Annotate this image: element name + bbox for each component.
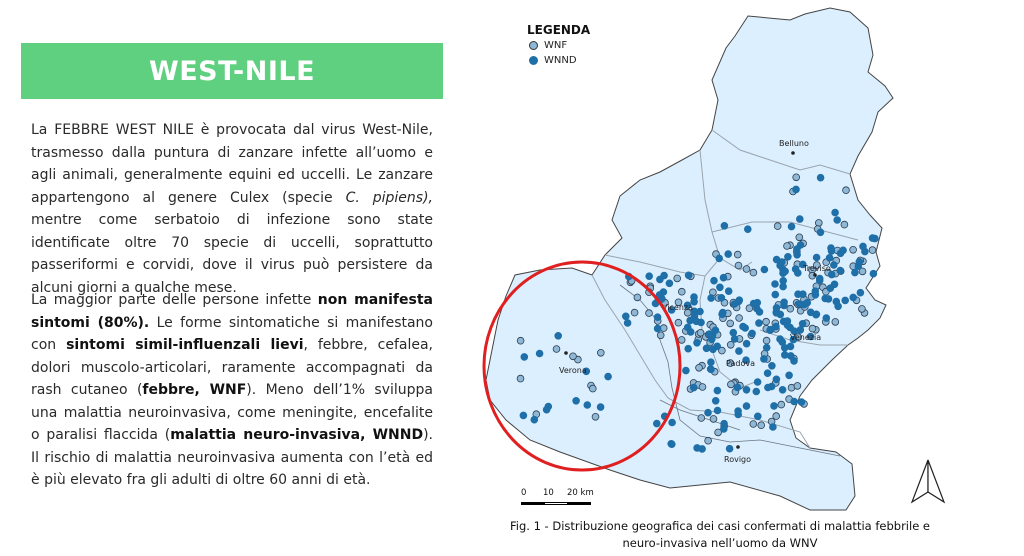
wnnd-case-dot xyxy=(719,311,726,318)
wnf-case-dot xyxy=(705,437,712,444)
wnnd-case-dot xyxy=(735,298,742,305)
wnnd-case-dot xyxy=(823,315,830,322)
wnf-case-dot xyxy=(784,243,791,250)
belluno-label: Belluno xyxy=(779,139,809,148)
wnf-case-dot xyxy=(517,337,524,344)
wnnd-case-dot xyxy=(749,330,756,337)
wnf-case-dot xyxy=(809,325,816,332)
wnnd-case-dot xyxy=(743,340,750,347)
wnnd-case-dot xyxy=(725,251,732,258)
wnnd-case-dot xyxy=(744,226,751,233)
p2-bold-a: non manifesta sintomi (80%). xyxy=(31,292,433,331)
belluno-marker xyxy=(791,151,795,155)
wnnd-case-dot xyxy=(812,291,819,298)
wnf-case-dot xyxy=(697,329,704,336)
wnnd-case-dot xyxy=(718,294,725,301)
wnnd-case-dot xyxy=(714,387,721,394)
wnnd-case-dot xyxy=(712,397,719,404)
wnf-case-dot xyxy=(743,266,750,273)
wnnd-case-dot xyxy=(654,314,661,321)
wnf-case-dot xyxy=(758,422,765,429)
wnnd-case-dot xyxy=(813,311,820,318)
rovigo-marker xyxy=(736,445,740,449)
wnf-case-dot xyxy=(850,246,857,253)
wnnd-case-dot xyxy=(825,296,832,303)
wnnd-case-dot xyxy=(646,273,653,280)
scale-graphic xyxy=(521,502,591,505)
p2-text-b: Le forme sintomatiche si manifestano con xyxy=(31,314,433,353)
wnnd-case-dot xyxy=(826,254,833,261)
wnnd-case-dot xyxy=(654,325,661,332)
p2-bold-d: malattia neuro-invasiva, WNND xyxy=(170,427,424,443)
wnnd-case-dot xyxy=(786,372,793,379)
wnf-case-dot xyxy=(735,262,742,269)
wnnd-case-dot xyxy=(817,174,824,181)
wnf-case-dot xyxy=(787,305,794,312)
wnnd-case-dot xyxy=(834,217,841,224)
scale-tick-10: 10 xyxy=(543,488,554,498)
wnnd-case-dot xyxy=(835,303,842,310)
wnf-case-dot xyxy=(698,415,705,422)
wnnd-case-dot xyxy=(708,359,715,366)
wnnd-case-dot xyxy=(712,327,719,334)
wnf-case-dot xyxy=(678,337,685,344)
wnnd-case-dot xyxy=(669,419,676,426)
p1-text-b: mentre come serbatoio di infezione sono state identificate oltre 70 specie di uccelli, soprattutto passeriformi e corvidi, dove il virus può persistere da alcuni giorni a qualche mese. xyxy=(31,212,433,296)
wnnd-case-dot xyxy=(768,326,775,333)
wnnd-case-dot xyxy=(703,345,710,352)
wnnd-case-dot xyxy=(804,299,811,306)
wnnd-case-dot xyxy=(794,270,801,277)
wnnd-case-dot xyxy=(705,409,712,416)
wnf-case-dot xyxy=(674,275,681,282)
wnnd-case-dot xyxy=(761,266,768,273)
treviso-marker xyxy=(813,273,817,277)
wnnd-case-dot xyxy=(765,384,772,391)
wnnd-case-dot xyxy=(694,339,701,346)
wnnd-case-dot xyxy=(687,329,694,336)
wnf-case-dot xyxy=(859,306,866,313)
wnf-case-dot xyxy=(553,346,560,353)
legend-label-wnf: WNF xyxy=(544,40,568,51)
wnf-case-dot xyxy=(727,341,734,348)
wnnd-case-dot xyxy=(666,280,673,287)
wnf-case-dot xyxy=(815,220,822,227)
wnnd-case-dot xyxy=(756,309,763,316)
p2-bold-c: febbre, WNF xyxy=(142,382,247,398)
wnnd-case-dot xyxy=(657,276,664,283)
wnf-case-dot xyxy=(774,223,781,230)
wnnd-case-dot xyxy=(816,277,823,284)
wnnd-case-dot xyxy=(685,345,692,352)
wnnd-case-dot xyxy=(730,329,737,336)
wnnd-case-dot xyxy=(797,242,804,249)
wnnd-case-dot xyxy=(830,262,837,269)
wnnd-case-dot xyxy=(813,254,820,261)
wnnd-case-dot xyxy=(788,223,795,230)
wnnd-case-dot xyxy=(743,386,750,393)
legend-item-wnf xyxy=(529,40,567,51)
wnf-case-dot xyxy=(631,309,638,316)
wnnd-case-dot xyxy=(856,258,863,265)
wnnd-case-dot xyxy=(869,235,876,242)
wnnd-case-dot xyxy=(693,318,700,325)
scale-tick-20: 20 km xyxy=(567,488,594,498)
wnnd-case-dot xyxy=(778,259,785,266)
wnnd-case-dot xyxy=(531,416,538,423)
wnnd-case-dot xyxy=(799,320,806,327)
p1-species: C. pipiens), xyxy=(345,189,434,206)
wnnd-case-dot xyxy=(817,229,824,236)
wnnd-case-dot xyxy=(837,267,844,274)
wnnd-case-dot xyxy=(521,354,528,361)
wnnd-case-dot xyxy=(779,386,786,393)
wnnd-case-dot xyxy=(683,367,690,374)
wnnd-case-dot xyxy=(694,445,701,452)
wnnd-case-dot xyxy=(726,445,733,452)
verona-label: Verona xyxy=(559,366,587,375)
wnnd-case-dot xyxy=(725,288,732,295)
p2-text-d: ). Meno dell’1% sviluppa una malattia neuroinvasiva, come meningite, encefalite o paralisi flaccida ( xyxy=(31,382,433,443)
wnf-case-dot xyxy=(728,381,735,388)
wnnd-case-dot xyxy=(605,373,612,380)
wnnd-case-dot xyxy=(597,404,604,411)
wnnd-case-dot xyxy=(536,350,543,357)
description-paragraph xyxy=(31,119,433,299)
wnnd-case-dot xyxy=(828,248,835,255)
wnf-case-dot xyxy=(796,234,803,241)
wnf-case-dot xyxy=(646,310,653,317)
wnnd-case-dot xyxy=(777,336,784,343)
wnf-case-dot xyxy=(517,375,524,382)
wnnd-case-dot xyxy=(754,379,761,386)
wnnd-case-dot xyxy=(780,283,787,290)
wnnd-case-dot xyxy=(781,299,788,306)
wnf-case-dot xyxy=(657,332,664,339)
wnf-case-dot xyxy=(589,385,596,392)
wnnd-case-dot xyxy=(735,411,742,418)
wnnd-case-dot xyxy=(787,353,794,360)
wnnd-case-dot xyxy=(784,318,791,325)
wnnd-case-dot xyxy=(852,269,859,276)
wnf-case-dot xyxy=(699,384,706,391)
wnf-symbol xyxy=(529,41,538,50)
wnf-case-dot xyxy=(778,401,785,408)
wnnd-case-dot xyxy=(832,209,839,216)
north-arrow-icon xyxy=(912,460,944,502)
wnnd-case-dot xyxy=(740,323,747,330)
legend-item-wnnd xyxy=(529,55,577,66)
wnnd-case-dot xyxy=(555,332,562,339)
verona-marker xyxy=(564,351,568,355)
scale-tick-0: 0 xyxy=(521,488,527,498)
wnnd-case-dot xyxy=(794,251,801,258)
wnf-case-dot xyxy=(634,294,641,301)
wnf-case-dot xyxy=(696,364,703,371)
wnf-case-dot xyxy=(843,187,850,194)
wnf-case-dot xyxy=(597,349,604,356)
wnnd-case-dot xyxy=(870,270,877,277)
wnnd-case-dot xyxy=(777,311,784,318)
wnnd-case-dot xyxy=(753,388,760,395)
wnnd-case-dot xyxy=(708,295,715,302)
wnf-case-dot xyxy=(727,320,734,327)
wnnd-case-dot xyxy=(769,362,776,369)
wnnd-case-dot xyxy=(750,300,757,307)
legend-title: LEGENDA xyxy=(527,23,591,37)
wnnd-case-dot xyxy=(787,343,794,350)
wnf-case-dot xyxy=(763,318,770,325)
wnf-case-dot xyxy=(570,353,577,360)
symptoms-paragraph xyxy=(31,289,433,492)
wnf-case-dot xyxy=(750,269,757,276)
wnnd-case-dot xyxy=(793,186,800,193)
wnf-case-dot xyxy=(710,416,717,423)
wnnd-case-dot xyxy=(584,402,591,409)
wnnd-symbol xyxy=(529,56,538,65)
padova-label: Padova xyxy=(726,359,755,368)
wnnd-case-dot xyxy=(860,243,867,250)
p2-text-e: ). Il rischio di malattia neuroinvasiva aumenta con l’età ed è più elevato fra gli adulti di oltre 60 anni di età. xyxy=(31,427,434,488)
wnf-case-dot xyxy=(675,319,682,326)
wnf-case-dot xyxy=(592,413,599,420)
caption-line-2: neuro-invasiva nell’uomo da WNV xyxy=(622,536,818,550)
wnnd-case-dot xyxy=(707,366,714,373)
wnf-case-dot xyxy=(841,221,848,228)
wnnd-case-dot xyxy=(520,412,527,419)
wnnd-case-dot xyxy=(716,255,723,262)
region-map xyxy=(470,0,1024,556)
vicenza-label: Vicenza xyxy=(662,303,694,312)
wnnd-case-dot xyxy=(773,376,780,383)
wnnd-case-dot xyxy=(842,297,849,304)
wnnd-case-dot xyxy=(714,407,721,414)
wnf-case-dot xyxy=(734,251,741,258)
wnnd-case-dot xyxy=(624,320,631,327)
wnnd-case-dot xyxy=(785,253,792,260)
wnnd-case-dot xyxy=(754,413,761,420)
wnnd-case-dot xyxy=(764,370,771,377)
wnnd-case-dot xyxy=(543,406,550,413)
wnf-case-dot xyxy=(794,383,801,390)
wnnd-case-dot xyxy=(773,305,780,312)
wnnd-case-dot xyxy=(761,356,768,363)
wnnd-case-dot xyxy=(796,301,803,308)
page-title: WEST-NILE xyxy=(148,55,316,87)
wnnd-case-dot xyxy=(690,384,697,391)
legend-label-wnnd: WNND xyxy=(544,55,577,66)
wnnd-case-dot xyxy=(840,247,847,254)
wnnd-case-dot xyxy=(573,397,580,404)
wnf-case-dot xyxy=(750,421,757,428)
wnnd-case-dot xyxy=(720,426,727,433)
wnnd-case-dot xyxy=(743,403,750,410)
wnnd-case-dot xyxy=(734,384,741,391)
p2-text-a: La maggior parte delle persone infette xyxy=(31,292,318,308)
wnnd-case-dot xyxy=(736,348,743,355)
wnnd-case-dot xyxy=(720,274,727,281)
wnf-case-dot xyxy=(763,337,770,344)
wnnd-case-dot xyxy=(771,403,778,410)
wnnd-case-dot xyxy=(795,291,802,298)
wnnd-case-dot xyxy=(772,281,779,288)
wnnd-case-dot xyxy=(668,441,675,448)
wnf-case-dot xyxy=(832,319,839,326)
wnnd-case-dot xyxy=(831,281,838,288)
wnf-case-dot xyxy=(793,174,800,181)
venezia-label: Venezia xyxy=(790,333,822,342)
wnnd-case-dot xyxy=(711,277,718,284)
p2-text-c: , febbre, cefalea, dolori muscolo-articolari, raramente accompagnati da rash cutaneo ( xyxy=(31,337,433,398)
wnnd-case-dot xyxy=(756,320,763,327)
wnnd-case-dot xyxy=(721,222,728,229)
wnnd-case-dot xyxy=(796,216,803,223)
wnf-case-dot xyxy=(678,288,685,295)
treviso-label: Treviso xyxy=(803,264,831,273)
wnnd-case-dot xyxy=(687,317,694,324)
wnnd-case-dot xyxy=(770,424,777,431)
wnnd-case-dot xyxy=(782,268,789,275)
wnf-case-dot xyxy=(736,315,743,322)
p1-text-a: La FEBBRE WEST NILE è provocata dal virus West-Nile, trasmesso dalla puntura di zanzare infette all’uomo e agli animali, generalmente equini ed uccelli. Le zanzare appartengono al genere Culex (specie xyxy=(31,122,433,206)
wnnd-case-dot xyxy=(717,284,724,291)
figure-caption xyxy=(490,518,950,552)
wnnd-case-dot xyxy=(622,313,629,320)
wnnd-case-dot xyxy=(763,344,770,351)
wnnd-case-dot xyxy=(685,272,692,279)
wnnd-case-dot xyxy=(857,289,864,296)
title-banner xyxy=(21,43,443,99)
wnf-case-dot xyxy=(869,247,876,254)
wnnd-case-dot xyxy=(731,336,738,343)
wnnd-case-dot xyxy=(653,420,660,427)
wnnd-case-dot xyxy=(714,343,721,350)
wnnd-case-dot xyxy=(772,291,779,298)
wnnd-case-dot xyxy=(791,398,798,405)
wnnd-case-dot xyxy=(850,294,857,301)
p2-bold-b: sintomi simil-influenzali lievi xyxy=(66,337,304,353)
wnnd-case-dot xyxy=(798,399,805,406)
caption-line-1: Fig. 1 - Distribuzione geografica dei casi confermati di malattia febbrile e xyxy=(509,519,930,533)
rovigo-label: Rovigo xyxy=(724,455,752,464)
